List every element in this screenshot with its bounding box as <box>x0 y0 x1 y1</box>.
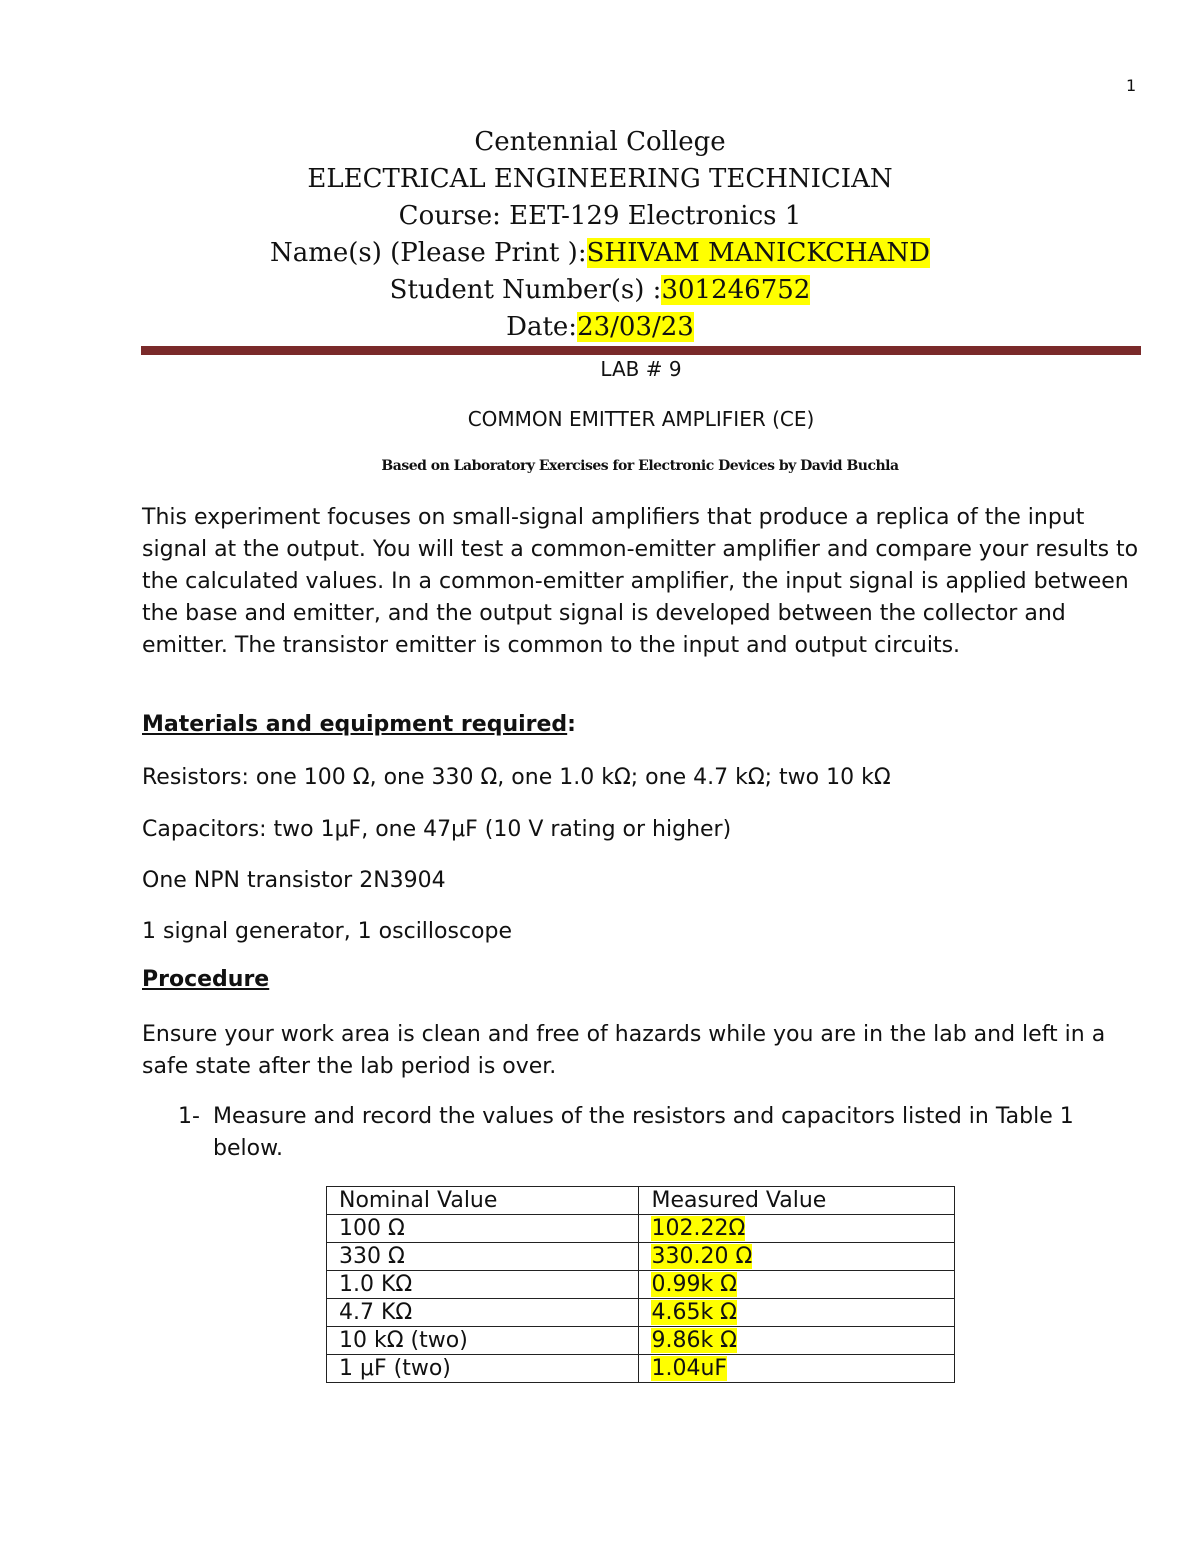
lab-number: LAB # 9 <box>600 357 682 381</box>
document-header <box>0 124 1200 346</box>
materials-instruments: 1 signal generator, 1 oscilloscope <box>142 919 513 944</box>
date-value: 23/03/23 <box>577 312 694 342</box>
measured-value: 330.20 Ω <box>651 1244 753 1269</box>
procedure-heading-text: Procedure <box>142 967 270 992</box>
student-name: SHIVAM MANICKCHAND <box>586 238 931 268</box>
course-name: Course: EET-129 Electronics 1 <box>398 201 802 231</box>
table-row <box>327 1243 955 1271</box>
procedure-heading <box>142 967 269 992</box>
lab-title: COMMON EMITTER AMPLIFIER (CE) <box>467 407 815 431</box>
materials-heading-colon: : <box>567 712 576 737</box>
materials-capacitors: Capacitors: two 1μF, one 47μF (10 V rating or higher) <box>142 817 732 842</box>
safety-paragraph: Ensure your work area is clean and free of hazards while you are in the lab and left in a safe state after the lab period is over. <box>142 1022 1106 1079</box>
name-label: Name(s) (Please Print ): <box>269 238 587 268</box>
measured-value: 4.65k Ω <box>651 1300 737 1325</box>
student-number-label: Student Number(s) : <box>389 275 662 305</box>
materials-resistors: Resistors: one 100 Ω, one 330 Ω, one 1.0 kΩ; one 4.7 kΩ; two 10 kΩ <box>142 765 891 790</box>
student-number: 301246752 <box>661 275 811 305</box>
step-1-text: Measure and record the values of the resistors and capacitors listed in Table 1 below. <box>213 1104 1074 1161</box>
measured-cell <box>639 1355 955 1383</box>
source-credit: Based on Laboratory Exercises for Electronic Devices by David Buchla <box>381 458 899 474</box>
materials-heading-text: Materials and equipment required <box>142 712 568 737</box>
materials-heading <box>142 712 576 737</box>
measured-value: 0.99k Ω <box>651 1272 737 1297</box>
table-header-measured: Measured Value <box>639 1187 955 1215</box>
measured-cell <box>639 1243 955 1271</box>
table-row <box>327 1355 955 1383</box>
measured-cell <box>639 1215 955 1243</box>
table-header-row <box>327 1187 955 1215</box>
table-row <box>327 1215 955 1243</box>
nominal-cell: 330 Ω <box>327 1243 639 1271</box>
nominal-cell: 10 kΩ (two) <box>327 1327 639 1355</box>
intro-paragraph: This experiment focuses on small-signal amplifiers that produce a replica of the input signal at the output. You will test a common-emitter amplifier and compare your results to the calculated values. In a common-emitter amplifier, the input signal is applied between the base and emitter, and the output signal is developed between the collector and emitter. The transistor emitter is common to the input and output circuits. <box>142 505 1139 658</box>
page-number: 1 <box>1126 76 1137 95</box>
nominal-cell: 4.7 KΩ <box>327 1299 639 1327</box>
measured-value: 102.22Ω <box>651 1216 746 1241</box>
nominal-cell: 100 Ω <box>327 1215 639 1243</box>
measured-cell <box>639 1271 955 1299</box>
measured-cell <box>639 1299 955 1327</box>
table-row <box>327 1299 955 1327</box>
header-divider <box>141 346 1141 355</box>
date-label: Date: <box>506 312 578 342</box>
measured-cell <box>639 1327 955 1355</box>
step-1 <box>178 1101 1148 1165</box>
nominal-cell: 1.0 KΩ <box>327 1271 639 1299</box>
table-header-nominal: Nominal Value <box>327 1187 639 1215</box>
student-name-line <box>0 235 1200 272</box>
nominal-cell: 1 μF (two) <box>327 1355 639 1383</box>
step-1-number: 1- <box>178 1104 200 1129</box>
student-number-line <box>0 272 1200 309</box>
materials-transistor: One NPN transistor 2N3904 <box>142 868 446 893</box>
measured-value: 9.86k Ω <box>651 1328 737 1353</box>
college-name: Centennial College <box>474 127 726 157</box>
program-name: ELECTRICAL ENGINEERING TECHNICIAN <box>307 164 893 194</box>
measured-value: 1.04uF <box>651 1356 728 1381</box>
date-line <box>0 309 1200 346</box>
measurement-table <box>326 1186 955 1383</box>
table-row <box>327 1327 955 1355</box>
table-row <box>327 1271 955 1299</box>
